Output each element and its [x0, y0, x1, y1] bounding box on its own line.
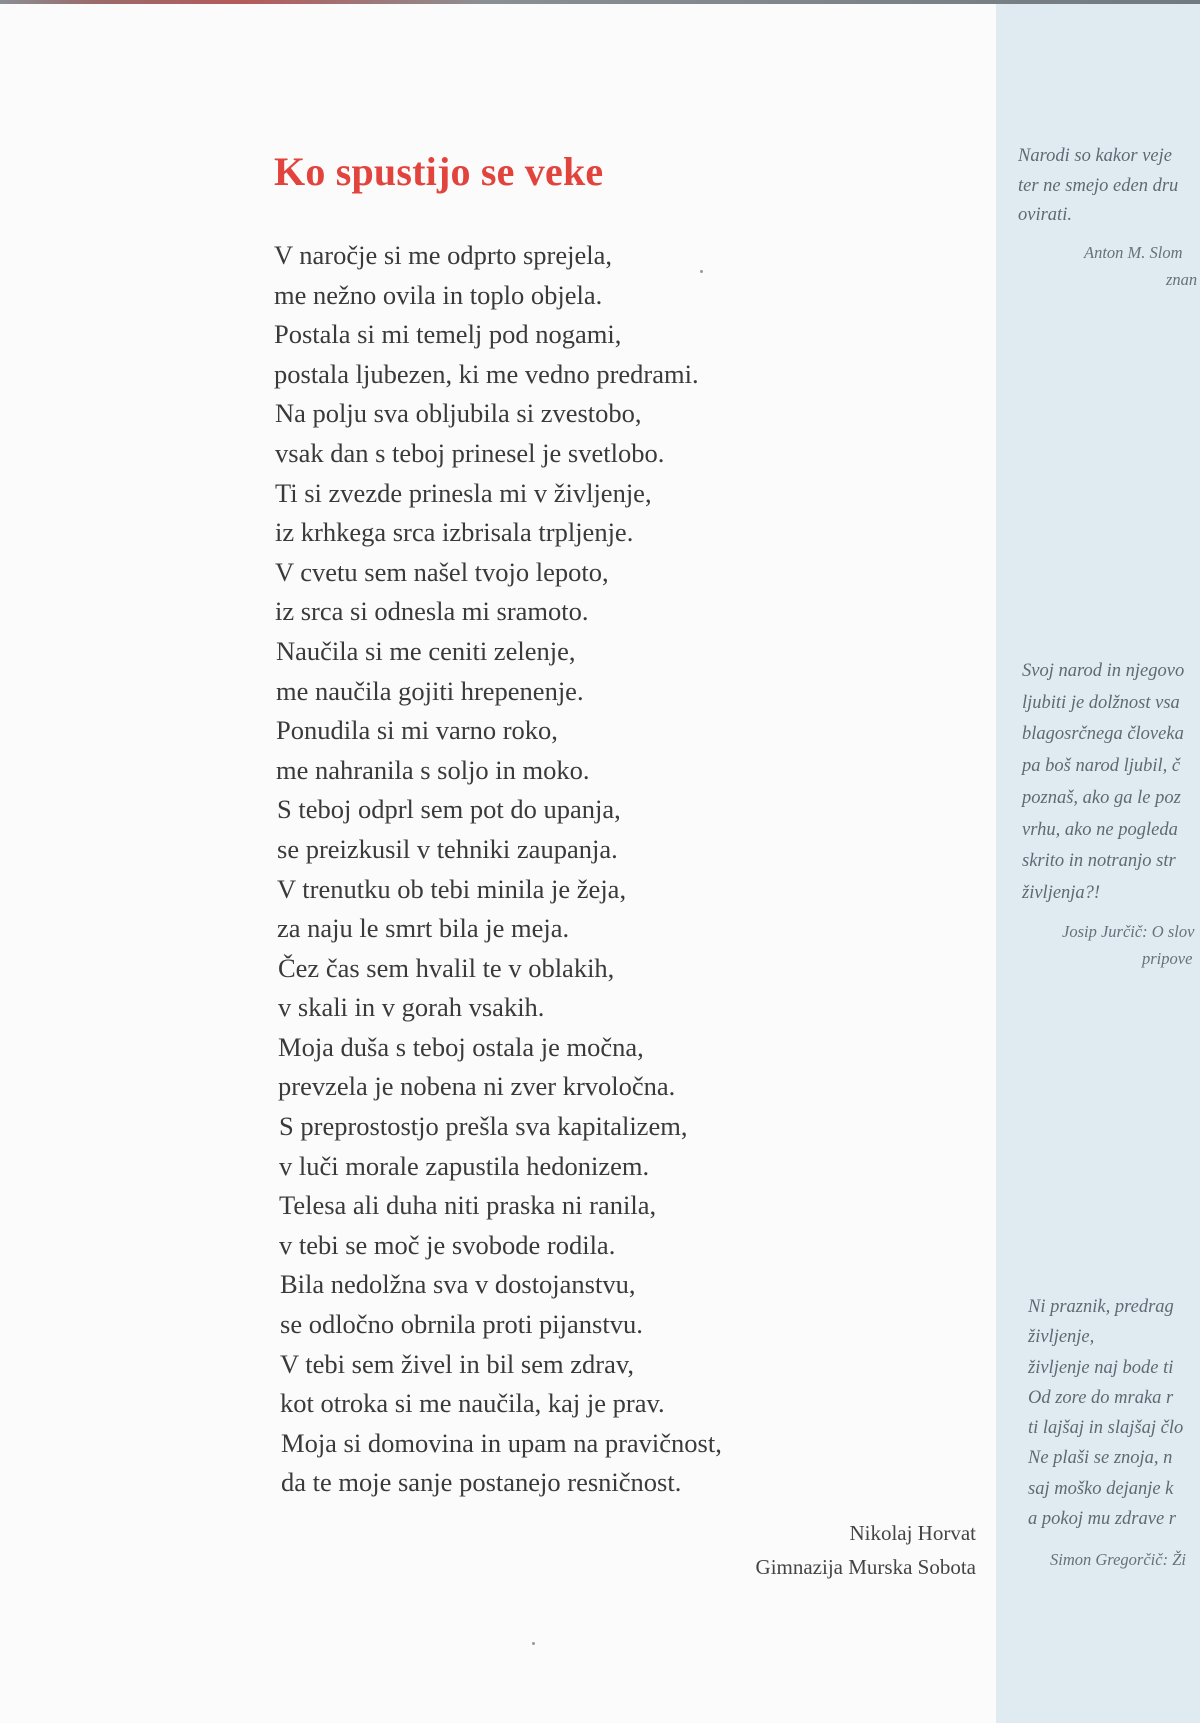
poem-line: Moja si domovina in upam na pravičnost, [281, 1427, 722, 1458]
sidebar-quote-1 [1018, 142, 1197, 293]
quote-line: življenje naj bode ti [1028, 1357, 1174, 1378]
quote-line: ovirati. [1018, 205, 1072, 225]
author-name: Nikolaj Horvat [849, 1521, 976, 1545]
poem-line: prevzela je nobena ni zver krvoločna. [278, 1071, 676, 1102]
poem-line: Ponudila si mi varno roko, [276, 715, 558, 746]
poem-line: iz krhkega srca izbrisala trpljenje. [275, 517, 634, 548]
poem-line: iz srca si odnesla mi sramoto. [275, 596, 589, 627]
sidebar-quote-3 [1028, 1292, 1186, 1573]
quote-source: Anton M. Slom [1084, 242, 1183, 262]
poem-body [274, 236, 722, 1503]
poem-line: se preizkusil v tehniki zaupanja. [277, 833, 618, 864]
poem-line: me naučila gojiti hrepenenje. [276, 675, 584, 706]
quote-line: ljubiti je dolžnost vsa [1022, 692, 1180, 713]
poem-line: v luči morale zapustila hedonizem. [279, 1150, 650, 1181]
poem-line: Bila nedolžna sva v dostojanstvu, [280, 1269, 636, 1300]
author-credit [756, 1516, 976, 1584]
poem-line: Na polju sva obljubila si zvestobo, [275, 398, 642, 429]
quote-source: pripove [1142, 948, 1193, 968]
quote-line: ti lajšaj in slajšaj člo [1028, 1418, 1184, 1439]
poem-line: V cvetu sem našel tvojo lepoto, [275, 556, 609, 587]
paper-speck [532, 1642, 535, 1645]
quote-line: Od zore do mraka r [1028, 1387, 1174, 1408]
poem-line: V tebi sem živel in bil sem zdrav, [280, 1348, 634, 1379]
poem-line: me nahranila s soljo in moko. [276, 754, 590, 785]
quote-source: Josip Jurčič: O slov [1062, 921, 1195, 941]
quote-source: Simon Gregorčič: Ži [1050, 1550, 1186, 1570]
quote-line: skrito in notranjo str [1022, 851, 1176, 872]
quote-line: življenja?! [1022, 882, 1101, 903]
quote-line: Svoj narod in njegovo [1022, 661, 1185, 681]
poem-line: za naju le smrt bila je meja. [277, 913, 570, 944]
quote-line: a pokoj mu zdrave r [1028, 1509, 1176, 1530]
poem-line: V naročje si me odprto sprejela, [274, 240, 613, 270]
quote-line: Ne plaši se znoja, n [1028, 1448, 1173, 1469]
poem-line: postala ljubezen, ki me vedno predrami. [274, 358, 699, 389]
quote-line: Ni praznik, predrag [1028, 1297, 1174, 1317]
poem-line: Postala si mi temelj pod nogami, [274, 319, 622, 350]
poem-line: da te moje sanje postanejo resničnost. [281, 1467, 682, 1498]
poem-line: v skali in v gorah vsakih. [278, 992, 545, 1023]
poem-line: vsak dan s teboj prinesel je svetlobo. [275, 437, 665, 468]
poem-line: se odločno obrnila proti pijanstvu. [280, 1309, 643, 1340]
poem-title: Ko spustijo se veke [274, 149, 604, 194]
sidebar-quote-2 [1022, 656, 1194, 972]
quote-source: znan [1166, 269, 1198, 289]
poem-line: kot otroka si me naučila, kaj je prav. [280, 1388, 665, 1419]
quote-line: poznaš, ako ga le poz [1022, 787, 1181, 808]
poem-line: Telesa ali duha niti praska ni ranila, [279, 1190, 657, 1221]
poem-line: v tebi se moč je svobode rodila. [279, 1229, 616, 1260]
poem-line: Moja duša s teboj ostala je močna, [278, 1031, 644, 1062]
quote-line: saj moško dejanje k [1028, 1478, 1174, 1499]
quote-line: blagosrčnega človeka [1022, 724, 1184, 745]
poem-line: Čez čas sem hvalil te v oblakih, [278, 952, 615, 983]
quote-line: ter ne smejo eden dru [1018, 175, 1179, 196]
quote-line: življenje, [1028, 1327, 1095, 1348]
poem-line: Ti si zvezde prinesla mi v življenje, [275, 477, 652, 508]
poem-line: S teboj odprl sem pot do upanja, [277, 794, 621, 825]
poem-line: V trenutku ob tebi minila je žeja, [277, 873, 627, 904]
quote-line: Narodi so kakor veje [1018, 146, 1172, 166]
quote-line: vrhu, ako ne pogleda [1022, 819, 1178, 840]
author-school: Gimnazija Murska Sobota [755, 1555, 976, 1579]
poem-line: Naučila si me ceniti zelenje, [276, 635, 576, 666]
quote-line: pa boš narod ljubil, č [1022, 756, 1181, 777]
poem-line: me nežno ovila in toplo objela. [274, 279, 603, 310]
poem-line: S preprostostjo prešla sva kapitalizem, [279, 1111, 688, 1142]
